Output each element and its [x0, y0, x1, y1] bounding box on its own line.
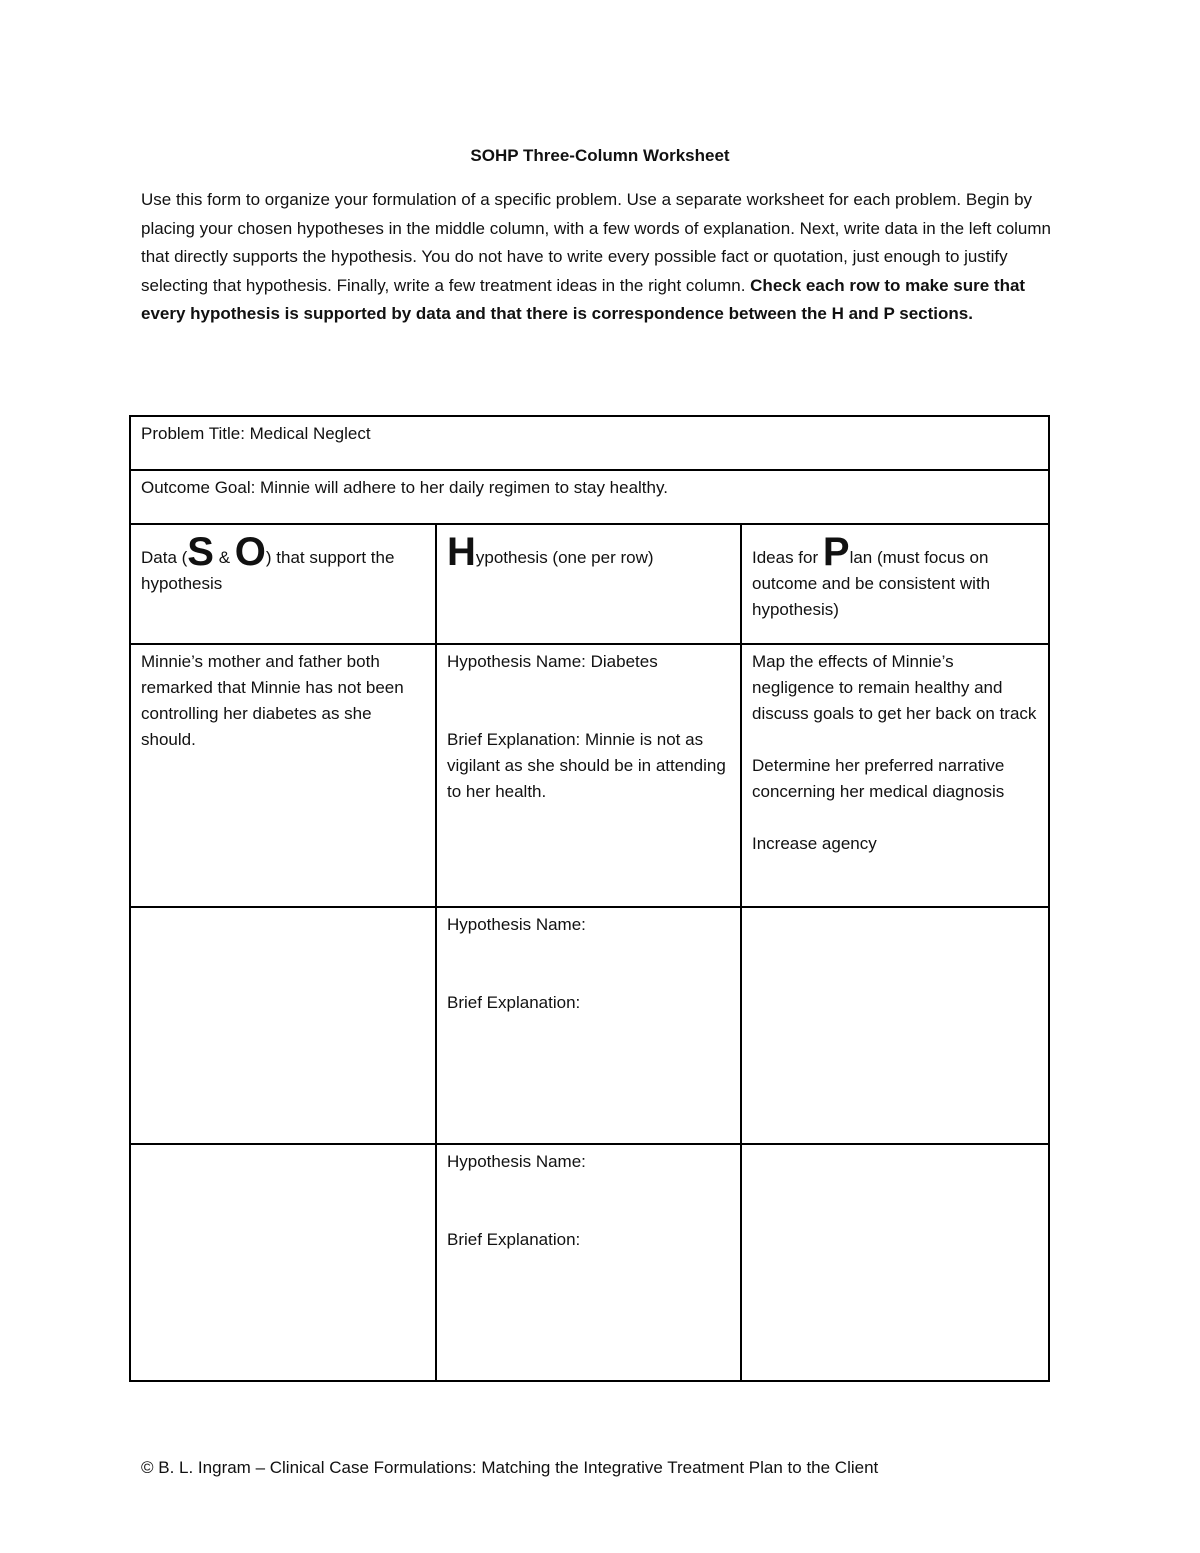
plan-column-header: Ideas for Plan (must focus on outcome and be consistent with hypothesis): [741, 524, 1049, 644]
plan-cell[interactable]: [741, 907, 1049, 1144]
hypothesis-name: Hypothesis Name:: [447, 915, 586, 934]
data-column-header: Data (S & O) that support the hypothesis: [130, 524, 436, 644]
brief-explanation: Brief Explanation:: [447, 993, 581, 1012]
plan-cell[interactable]: [741, 644, 1049, 907]
instructions-bold-text: Check each row to make sure that every hypothesis is supported by data and that there is correspondence between the H and P sections.: [141, 275, 1026, 323]
table-row: [130, 907, 1049, 1144]
plan-idea: Increase agency: [752, 834, 877, 853]
hypothesis-cell[interactable]: [436, 1144, 741, 1381]
hypothesis-cell[interactable]: [436, 644, 741, 907]
brief-explanation: Brief Explanation:: [447, 1230, 581, 1249]
copyright-footer: © B. L. Ingram – Clinical Case Formulations: Matching the Integrative Treatment Plan to the Client: [141, 1458, 879, 1477]
hypothesis-cell[interactable]: [436, 907, 741, 1144]
worksheet-title: SOHP Three-Column Worksheet: [470, 146, 730, 165]
table-row: [130, 644, 1049, 907]
plan-cell[interactable]: [741, 1144, 1049, 1381]
problem-title-cell[interactable]: Problem Title: Medical Neglect: [130, 416, 1049, 470]
plan-idea: Determine her preferred narrative concerning her medical diagnosis: [752, 756, 1005, 801]
hypothesis-name: Hypothesis Name:: [447, 1152, 586, 1171]
brief-explanation: Brief Explanation: Minnie is not as vigilant as she should be in attending to her health.: [447, 730, 726, 801]
hypothesis-name: Hypothesis Name: Diabetes: [447, 652, 658, 671]
instructions-paragraph: [141, 186, 1066, 329]
plan-idea: Map the effects of Minnie’s negligence to remain healthy and discuss goals to get her back on track: [752, 652, 1037, 723]
sohp-worksheet-table: [129, 415, 1050, 1382]
outcome-goal-cell[interactable]: Outcome Goal: Minnie will adhere to her daily regimen to stay healthy.: [130, 470, 1049, 524]
data-cell[interactable]: [130, 1144, 436, 1381]
instructions-text: Use this form to organize your formulation of a specific problem. Use a separate worksheet for each problem. Begin by placing your chosen hypotheses in the middle column, with a few words of explanation. Next, write data in the left column that directly supports the hypothesis. You do not have to write every possible fact or quotation, just enough to justify selecting that hypothesis. Finally, write a few treatment ideas in the right column.: [141, 190, 1051, 295]
table-row: [130, 1144, 1049, 1381]
data-cell[interactable]: [130, 907, 436, 1144]
hypothesis-column-header: Hypothesis (one per row): [436, 524, 741, 644]
data-cell[interactable]: Minnie’s mother and father both remarked that Minnie has not been controlling her diabetes as she should.: [130, 644, 436, 907]
